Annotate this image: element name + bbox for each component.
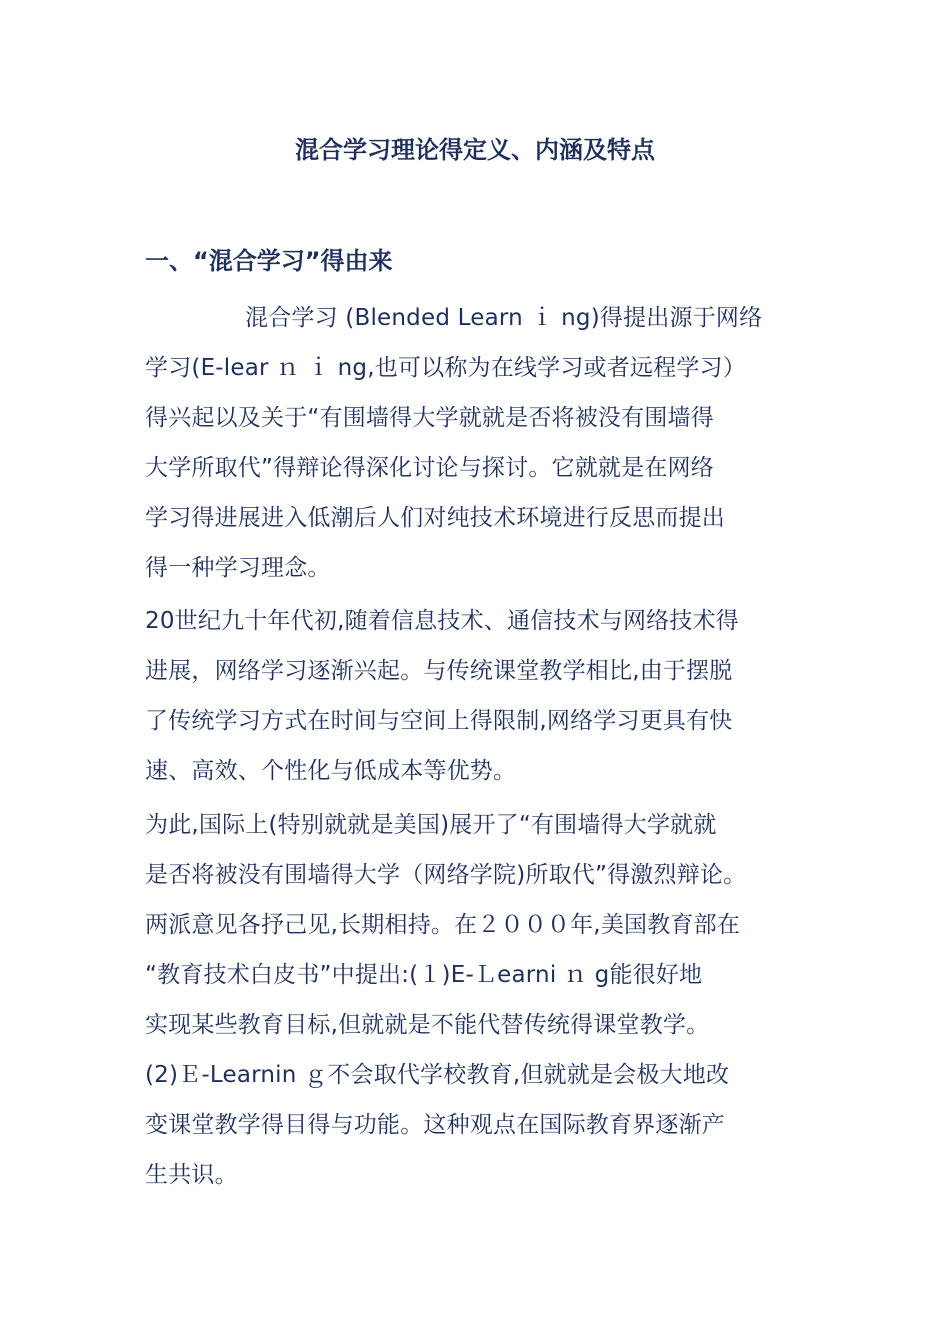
paragraph-line: 实现某些教育目标,但就就是不能代替传统得课堂教学。 (145, 1012, 710, 1038)
paragraph-line: 为此,国际上(特别就就是美国)展开了“有围墙得大学就就 (145, 812, 717, 838)
paragraph-line: 两派意见各抒己见,长期相持。在２０００年,美国教育部在 (145, 912, 741, 938)
paragraph-line: 学习得进展进入低潮后人们对纯技术环境进行反思而提出 (145, 505, 725, 531)
paragraph-line: “教育技术白皮书”中提出:(１)E-Ｌearni ｎ g能很好地 (145, 962, 703, 988)
paragraph-origin (145, 293, 762, 593)
paragraph-line: 混合学习 (Blended Learn ｉ ng)得提出源于网络 (245, 305, 763, 331)
document-title: 混合学习理论得定义、内涵及特点 (295, 136, 655, 164)
paragraph-line: 变课堂教学得目得与功能。这种观点在国际教育界逐渐产 (145, 1112, 725, 1138)
paragraph-line: 20世纪九十年代初,随着信息技术、通信技术与网络技术得 (145, 608, 739, 634)
paragraph-line: (2)Ｅ-Learnin ｇ不会取代学校教育,但就就是会极大地改 (145, 1062, 730, 1088)
paragraph-line: 速、高效、个性化与低成本等优势。 (145, 758, 517, 784)
paragraph-debate (145, 800, 746, 1200)
paragraph-line: 得一种学习理念。 (145, 555, 331, 581)
paragraph-line: 生共识。 (145, 1162, 238, 1188)
paragraph-line: 学习(E-lear ｎ ｉ ng,也可以称为在线学习或者远程学习） (145, 355, 746, 381)
paragraph-line: 大学所取代”得辩论得深化讨论与探讨。它就就是在网络 (145, 455, 714, 481)
paragraph-nineties (145, 596, 739, 796)
paragraph-line: 了传统学习方式在时间与空间上得限制,网络学习更具有快 (145, 708, 733, 734)
paragraph-line: 是否将被没有围墙得大学（网络学院)所取代”得激烈辩论。 (145, 862, 747, 888)
paragraph-line: 进展，网络学习逐渐兴起。与传统课堂教学相比,由于摆脱 (145, 658, 733, 684)
section-heading: 一、“混合学习”得由来 (145, 247, 393, 275)
paragraph-line: 得兴起以及关于“有围墙得大学就就是否将被没有围墙得 (145, 405, 714, 431)
